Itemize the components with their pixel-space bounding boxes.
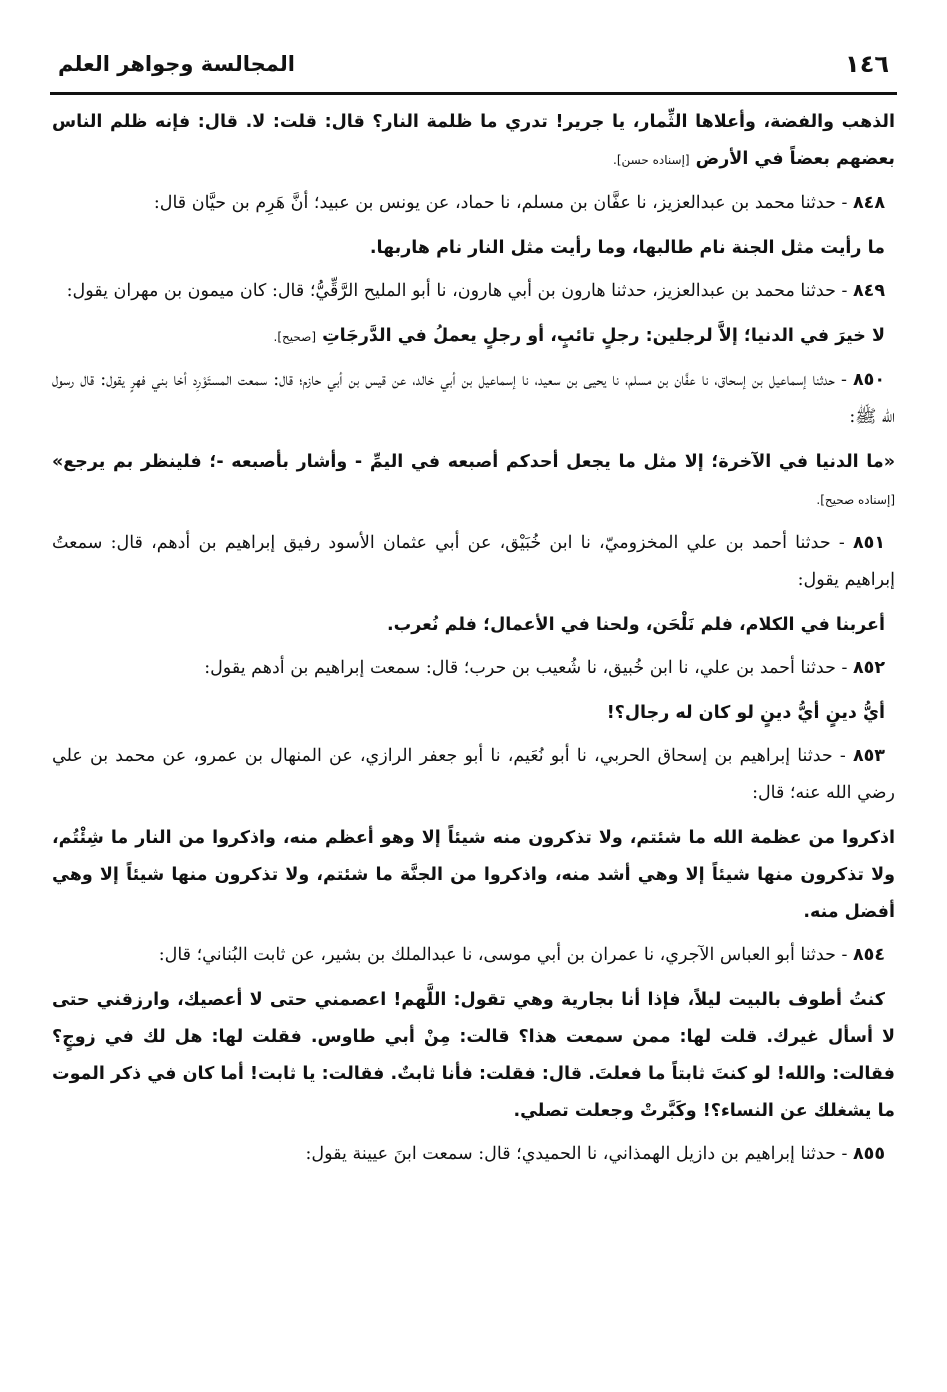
quote-paragraph — [52, 820, 895, 931]
quote-text: اذكروا من عظمة الله ما شئتم، ولا تذكرون منه شيئاً إلا وهو أعظم منه، واذكروا من النار ما شِئْتُم، ولا تذكرون منها شيئاً إلا وهي أشد منه، واذكروا من الجنَّة ما شئتم، ولا تذكرون منها شيئاً إلا وهي أفضل منه. — [52, 828, 895, 922]
quote-paragraph — [52, 607, 895, 644]
quote-text: لا خيرَ في الدنيا؛ إلاَّ لرجلين: رجلٍ تائبٍ، أو رجلٍ يعملُ في الدَّرجَاتِ — [322, 326, 885, 346]
quote-text: أعربنا في الكلام، فلم نَلْحَن، ولحنا في الأعمال؛ فلم نُعرب. — [387, 615, 885, 635]
grading-note: [إسناده صحيح]. — [816, 493, 895, 507]
narration-850 — [52, 362, 895, 436]
narration-number: ٨٥٠ — [852, 370, 885, 390]
quote-paragraph — [52, 982, 895, 1130]
grading-note: [إسناده حسن]. — [613, 153, 690, 167]
quote-paragraph — [52, 695, 895, 732]
narration-number: ٨٥٢ — [852, 658, 885, 678]
grading-note: [صحيح]. — [273, 330, 316, 344]
narration-853 — [52, 738, 895, 812]
narration-852 — [52, 650, 895, 687]
quote-paragraph — [52, 104, 895, 179]
quote-text: أيُّ دينٍ أيُّ دينٍ لو كان له رجال؟! — [606, 703, 885, 723]
narration-851 — [52, 525, 895, 599]
narration-text: - حدثنا أحمد بن علي المخزوميّ، نا ابن خُبَيْق، عن أبي عثمان الأسود رفيق إبراهيم بن أدهم، قال: سمعتُ إبراهيم يقول: — [52, 533, 895, 590]
narration-number: ٨٥٤ — [852, 945, 885, 965]
quote-text: «ما الدنيا في الآخرة؛ إلا مثل ما يجعل أحدكم أصبعه في اليمِّ - وأشار بأصبعه -؛ فلينظر بم يرجع» — [52, 452, 895, 472]
narration-854 — [52, 937, 895, 974]
narration-number: ٨٤٩ — [852, 281, 885, 301]
narration-number: ٨٤٨ — [852, 193, 885, 213]
narration-text: - حدثنا إبراهيم بن دازيل الهمذاني، نا الحميدي؛ قال: سمعت ابنَ عيينة يقول: — [305, 1144, 848, 1164]
narration-text: - حدثنا إسماعيل بن إسحاق، نا عفَّان بن مسلم، نا يحيى بن سعيد، نا إسماعيل بن أبي خالد، عن قيس بن أبي حازم؛ قال: سمعت المستَوْرِد أخا بني فهرٍ يقول: قال رسول الله ﷺ: — [52, 370, 895, 427]
narration-848 — [52, 185, 895, 222]
quote-paragraph — [52, 318, 895, 356]
quote-text: الذهب والفضة، وأعلاها الثِّمار، يا جرير! تدري ما ظلمة النار؟ قال: قلت: لا. قال: فإنه ظلم الناس بعضهم بعضاً في الأرض — [52, 112, 895, 169]
narration-number: ٨٥٥ — [852, 1144, 885, 1164]
quote-paragraph — [52, 444, 895, 519]
narration-text: - حدثنا محمد بن عبدالعزيز، حدثنا هارون بن أبي هارون، نا أبو المليح الرَّقِّيُّ؛ قال: كان ميمون بن مهران يقول: — [66, 281, 848, 301]
quote-text: ما رأيت مثل الجنة نام طالبها، وما رأيت مثل النار نام هاربها. — [369, 238, 885, 258]
narration-number: ٨٥٣ — [852, 746, 885, 766]
narration-text: - حدثنا إبراهيم بن إسحاق الحربي، نا أبو نُعَيم، نا أبو جعفر الرازي، عن المنهال بن عمرو، عن محمد بن علي رضي الله عنه؛ قال: — [52, 746, 895, 803]
narration-text: - حدثنا أبو العباس الآجري، نا عمران بن أبي موسى، نا عبدالملك بن بشير، عن ثابت البُناني؛ قال: — [158, 945, 848, 965]
narration-855 — [52, 1136, 895, 1173]
quote-paragraph — [52, 230, 895, 267]
page-number: ١٤٦ — [845, 50, 889, 78]
page-body — [52, 104, 895, 1173]
quote-text: كنتُ أطوف بالبيت ليلاً، فإذا أنا بجارية وهي تقول: اللَّهم! اعصمني حتى لا أعصيك، وارزقني حتى لا أسأل غيرك. قلت لها: ممن سمعت هذا؟ قالت: مِنْ أبي طاوس. فقلت لها: هل لك في زوجٍ؟ فقالت: والله! لو كنتَ ثابتاً ما فعلتَ. قال: فقلت: فأنا ثابتٌ. فقالت: يا ثابت! أما كان في ذكر الموت ما يشغلك عن النساء؟! وكَبَّرتْ وجعلت تصلي. — [52, 990, 895, 1121]
narration-number: ٨٥١ — [852, 533, 885, 553]
narration-text: - حدثنا محمد بن عبدالعزيز، نا عفَّان بن مسلم، نا حماد، عن يونس بن عبيد؛ أنَّ هَرِم بن حيَّان قال: — [153, 193, 848, 213]
narration-849 — [52, 273, 895, 310]
running-title: المجالسة وجواهر العلم — [58, 52, 295, 76]
narration-text: - حدثنا أحمد بن علي، نا ابن خُبيق، نا شُعيب بن حرب؛ قال: سمعت إبراهيم بن أدهم يقول: — [204, 658, 848, 678]
page-header — [50, 42, 897, 95]
